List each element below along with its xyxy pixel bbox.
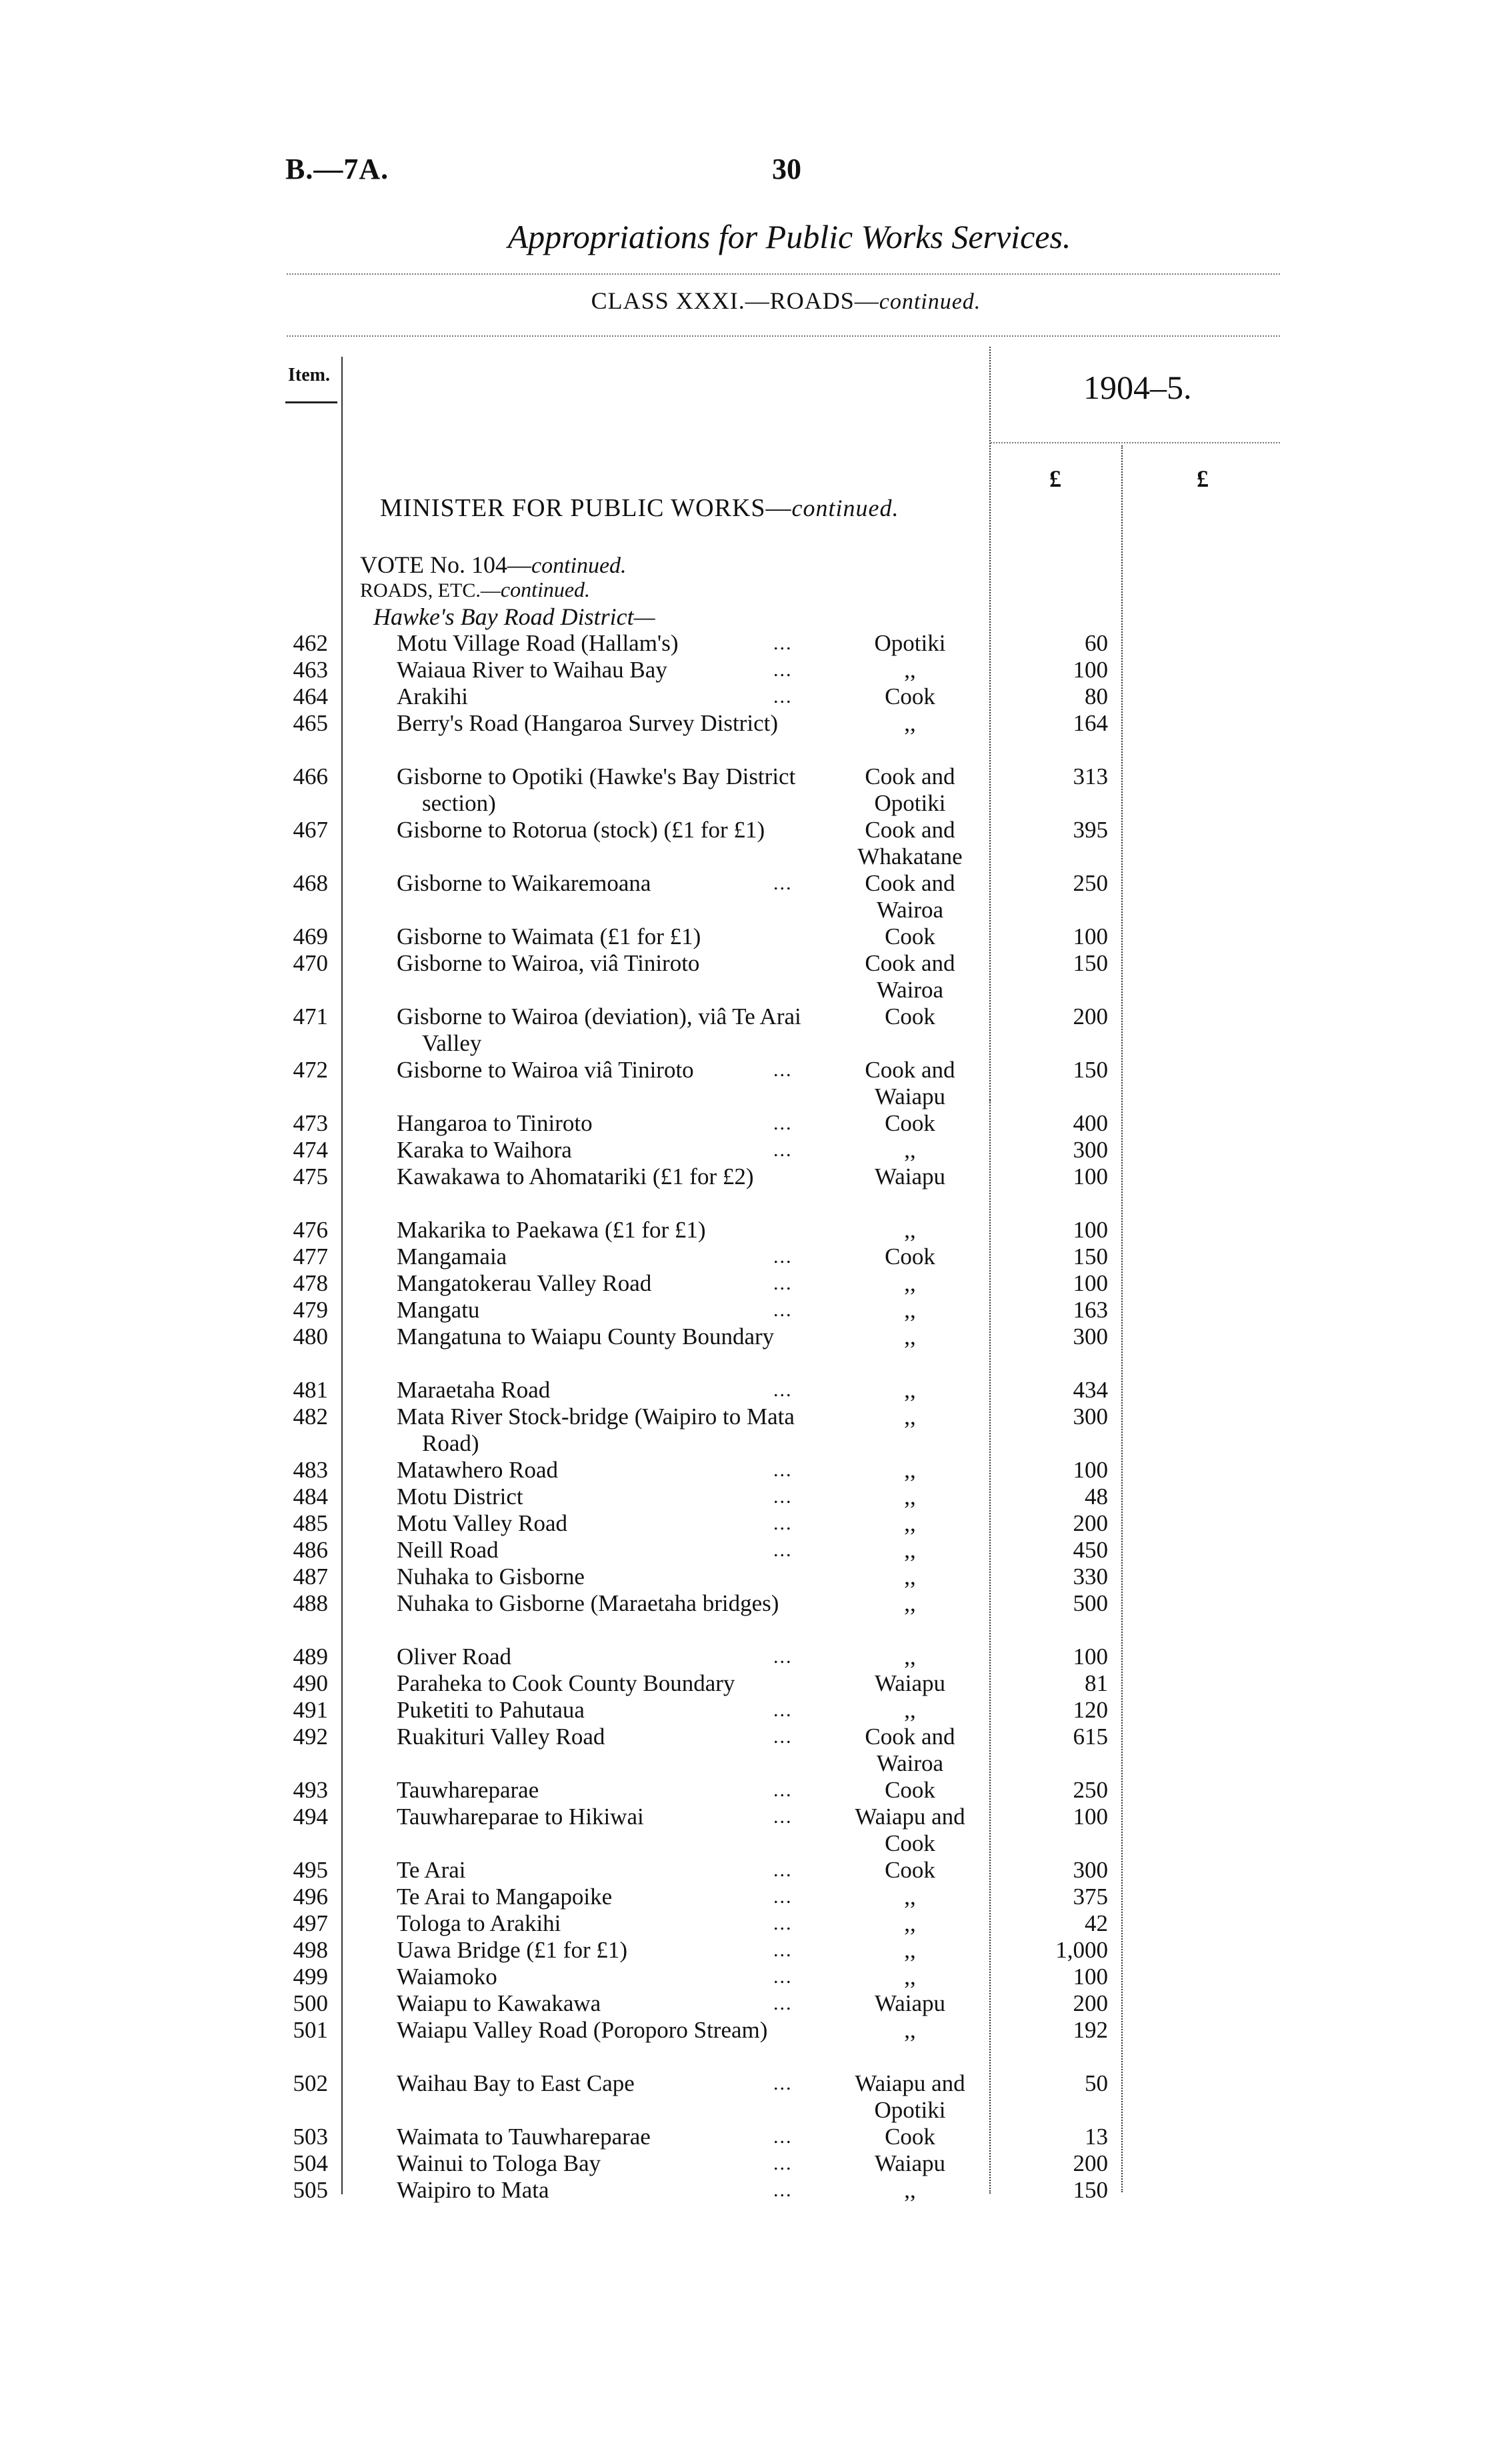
item-amount: 100 (1073, 1804, 1108, 1830)
item-description (397, 1857, 803, 1884)
item-amount: 300 (1073, 1857, 1108, 1883)
item-description-text: Kawakawa to Ahomatariki (£1 for £2) (397, 1163, 754, 1189)
item-county: Cook (885, 1244, 935, 1270)
divider (991, 442, 1280, 443)
item-description-text: Gisborne to Wairoa viâ Tiniroto (397, 1057, 694, 1083)
item-amount: 375 (1073, 1884, 1108, 1910)
item-amount: 100 (1073, 1217, 1108, 1243)
item-amount: 313 (1073, 763, 1108, 789)
item-number: 476 (293, 1217, 328, 1243)
item-amount: 50 (1085, 2070, 1108, 2096)
leader-dots: ... (773, 1726, 793, 1748)
item-amount: 250 (1073, 1777, 1108, 1803)
item-county: ,, (904, 1937, 916, 1963)
item-number: 489 (293, 1644, 328, 1670)
item-number: 501 (293, 2017, 328, 2043)
item-amount: 200 (1073, 1510, 1108, 1536)
item-description (397, 1537, 803, 1564)
item-number: 495 (293, 1857, 328, 1883)
page-number: 30 (772, 153, 801, 185)
district-heading: Hawke's Bay Road District— (373, 603, 655, 630)
item-description (397, 1910, 803, 1937)
item-description (397, 1884, 803, 1910)
leader-dots: ... (773, 872, 793, 894)
item-description-text: Waihau Bay to East Cape (397, 2070, 635, 2096)
item-description-text: Gisborne to Rotorua (stock) (£1 for £1) (397, 817, 765, 843)
leader-dots: ... (773, 685, 793, 707)
leader-dots: ... (773, 1939, 793, 1961)
item-description (397, 1804, 803, 1830)
leader-dots: ... (773, 1992, 793, 2014)
item-county: Cook (885, 1777, 935, 1803)
vote-heading (360, 551, 627, 579)
item-number: 485 (293, 1510, 328, 1536)
item-description (397, 1484, 803, 1510)
item-number: 474 (293, 1137, 328, 1163)
item-county: ,, (904, 1590, 916, 1616)
item-amount: 80 (1085, 683, 1108, 709)
item-county: Waiapu (874, 1990, 946, 2016)
item-description-text: Waiaua River to Waihau Bay (397, 657, 667, 683)
divider (285, 401, 337, 403)
item-number: 503 (293, 2124, 328, 2150)
item-description (397, 1324, 803, 1350)
item-description (397, 1244, 803, 1270)
item-amount: 434 (1073, 1377, 1108, 1403)
item-description (397, 1057, 803, 1083)
item-county: Cook and Wairoa (865, 870, 955, 923)
roads-heading-main: ROADS, ETC.— (360, 579, 501, 601)
item-amount: 200 (1073, 1003, 1108, 1029)
item-description-text: Nuhaka to Gisborne (397, 1564, 585, 1590)
item-county: ,, (904, 1697, 916, 1723)
roads-heading-continued: continued. (500, 577, 591, 601)
item-amount: 300 (1073, 1404, 1108, 1430)
item-county: Cook (885, 1857, 935, 1883)
item-description-text: Motu Village Road (Hallam's) (397, 630, 679, 656)
item-description (397, 2017, 803, 2044)
leader-dots: ... (773, 1806, 793, 1828)
item-amount: 500 (1073, 1590, 1108, 1616)
page-title: Appropriations for Public Works Services. (507, 218, 1071, 255)
item-description-text: Gisborne to Waimata (£1 for £1) (397, 923, 701, 949)
vote-heading-continued: continued. (531, 553, 627, 578)
leader-dots: ... (773, 1886, 793, 1908)
item-amount: 395 (1073, 817, 1108, 843)
item-number: 469 (293, 923, 328, 949)
leader-dots: ... (773, 2126, 793, 2148)
item-number: 472 (293, 1057, 328, 1083)
item-description-text: Hangaroa to Tiniroto (397, 1110, 593, 1136)
item-amount: 615 (1073, 1724, 1108, 1750)
item-county: Cook (885, 1003, 935, 1029)
item-description-text: Berry's Road (Hangaroa Survey District) (397, 710, 778, 736)
item-description (397, 1137, 803, 1163)
item-number: 477 (293, 1244, 328, 1270)
leader-dots: ... (773, 1486, 793, 1508)
item-description-text: Tauwhareparae (397, 1777, 539, 1803)
item-county: ,, (904, 1404, 916, 1430)
item-amount: 48 (1085, 1484, 1108, 1510)
item-number: 479 (293, 1297, 328, 1323)
item-number: 487 (293, 1564, 328, 1590)
item-number: 496 (293, 1884, 328, 1910)
item-description-text: Ruakituri Valley Road (397, 1724, 605, 1750)
leader-dots: ... (773, 1859, 793, 1881)
leader-dots: ... (773, 1059, 793, 1081)
item-number: 482 (293, 1404, 328, 1430)
item-description (397, 870, 803, 897)
item-county: Cook (885, 683, 935, 709)
item-county: ,, (904, 657, 916, 683)
item-description-text: Tauwhareparae to Hikiwai (397, 1804, 644, 1830)
item-county: ,, (904, 1564, 916, 1590)
leader-dots: ... (773, 1779, 793, 1801)
item-county: ,, (904, 1484, 916, 1510)
item-description (397, 1377, 803, 1404)
item-description-text: Mangatokerau Valley Road (397, 1270, 652, 1296)
column-rule (989, 1100, 991, 2194)
item-description (397, 1590, 803, 1617)
minister-heading (380, 493, 899, 523)
item-description (397, 630, 803, 657)
item-description (397, 1217, 803, 1244)
item-description-text: Gisborne to Wairoa, viâ Tiniroto (397, 950, 700, 976)
leader-dots: ... (773, 1512, 793, 1534)
item-county: Waiapu and Cook (855, 1804, 965, 1856)
divider (287, 273, 1280, 275)
item-amount: 150 (1073, 2177, 1108, 2203)
item-description (397, 1697, 803, 1724)
item-description-text: Mangatuna to Waiapu County Boundary (397, 1324, 775, 1350)
item-county: ,, (904, 1137, 916, 1163)
item-amount: 150 (1073, 1244, 1108, 1270)
item-amount: 81 (1085, 1670, 1108, 1696)
item-description (397, 710, 803, 737)
item-description-text: Matawhero Road (397, 1457, 559, 1483)
item-description (397, 2070, 803, 2097)
item-county: Cook and Opotiki (865, 763, 955, 816)
item-description (397, 2150, 803, 2177)
item-description (397, 683, 803, 710)
minister-heading-continued: continued. (791, 495, 899, 521)
item-amount: 200 (1073, 2150, 1108, 2176)
item-description-text: Waiamoko (397, 1964, 497, 1990)
item-number: 473 (293, 1110, 328, 1136)
item-county: ,, (904, 1510, 916, 1536)
leader-dots: ... (773, 1699, 793, 1721)
roads-heading (360, 577, 590, 602)
item-number: 462 (293, 630, 328, 656)
item-county: Opotiki (874, 630, 946, 656)
item-description (397, 1510, 803, 1537)
item-county: Waiapu and Opotiki (855, 2070, 965, 2123)
item-column-header: Item. (288, 365, 330, 385)
item-county: Cook (885, 1110, 935, 1136)
item-description (397, 950, 803, 977)
item-county: ,, (904, 1297, 916, 1323)
leader-dots: ... (773, 632, 793, 654)
item-description (397, 763, 803, 817)
item-number: 500 (293, 1990, 328, 2016)
item-number: 490 (293, 1670, 328, 1696)
item-number: 470 (293, 950, 328, 976)
item-amount: 100 (1073, 1457, 1108, 1483)
item-description (397, 1270, 803, 1297)
leader-dots: ... (773, 1272, 793, 1294)
item-description-text: Tologa to Arakihi (397, 1910, 561, 1936)
item-county: Waiapu (874, 1163, 946, 1189)
item-county: Cook (885, 923, 935, 949)
item-county: ,, (904, 1910, 916, 1936)
item-county: ,, (904, 2177, 916, 2203)
leader-dots: ... (773, 1646, 793, 1668)
item-description (397, 1644, 803, 1670)
item-amount: 164 (1073, 710, 1108, 736)
item-description (397, 1990, 803, 2017)
item-amount: 60 (1085, 630, 1108, 656)
item-amount: 100 (1073, 1644, 1108, 1670)
item-amount: 100 (1073, 1964, 1108, 1990)
item-number: 464 (293, 683, 328, 709)
item-description-text: Waipiro to Mata (397, 2177, 549, 2203)
item-amount: 42 (1085, 1910, 1108, 1936)
item-amount: 100 (1073, 657, 1108, 683)
leader-dots: ... (773, 1966, 793, 1988)
item-number: 480 (293, 1324, 328, 1350)
item-description-text: Gisborne to Wairoa (deviation), viâ Te Arai Valley (397, 1003, 801, 1056)
item-description-text: Karaka to Waihora (397, 1137, 572, 1163)
item-description-text: Mangatu (397, 1297, 480, 1323)
item-number: 465 (293, 710, 328, 736)
item-amount: 100 (1073, 1270, 1108, 1296)
item-amount: 150 (1073, 1057, 1108, 1083)
currency-symbol: £ (1049, 465, 1061, 492)
class-heading (0, 287, 1512, 315)
leader-dots: ... (773, 1246, 793, 1268)
vote-heading-main: VOTE No. 104— (360, 551, 531, 578)
item-description-text: Mata River Stock-bridge (Waipiro to Mata Road) (397, 1404, 795, 1456)
item-amount: 300 (1073, 1137, 1108, 1163)
item-county: Cook and Wairoa (865, 950, 955, 1003)
item-amount: 100 (1073, 1163, 1108, 1189)
item-county: ,, (904, 1270, 916, 1296)
item-county: ,, (904, 1884, 916, 1910)
item-amount: 250 (1073, 870, 1108, 896)
class-heading-continued: continued. (879, 289, 981, 314)
item-amount: 192 (1073, 2017, 1108, 2043)
item-description-text: Nuhaka to Gisborne (Maraetaha bridges) (397, 1590, 779, 1616)
item-amount: 330 (1073, 1564, 1108, 1590)
item-county: Cook (885, 2124, 935, 2150)
item-description-text: Motu Valley Road (397, 1510, 568, 1536)
item-description-text: Waimata to Tauwhareparae (397, 2124, 651, 2150)
currency-symbol: £ (1197, 465, 1209, 492)
item-description-text: Makarika to Paekawa (£1 for £1) (397, 1217, 706, 1243)
item-description (397, 1404, 803, 1457)
item-description (397, 1724, 803, 1750)
item-county: ,, (904, 1324, 916, 1350)
item-description-text: Maraetaha Road (397, 1377, 551, 1403)
item-description (397, 1110, 803, 1137)
item-number: 493 (293, 1777, 328, 1803)
leader-dots: ... (773, 1912, 793, 1934)
item-number: 486 (293, 1537, 328, 1563)
leader-dots: ... (773, 1539, 793, 1561)
item-description (397, 1297, 803, 1324)
item-description-text: Gisborne to Waikaremoana (397, 870, 651, 896)
item-county: ,, (904, 1644, 916, 1670)
item-description-text: Wainui to Tologa Bay (397, 2150, 601, 2176)
item-description (397, 1457, 803, 1484)
item-number: 488 (293, 1590, 328, 1616)
item-county: Waiapu (874, 1670, 946, 1696)
item-amount: 100 (1073, 923, 1108, 949)
class-heading-main: CLASS XXXI.—ROADS— (591, 287, 879, 314)
item-number: 494 (293, 1804, 328, 1830)
item-number: 498 (293, 1937, 328, 1963)
leader-dots: ... (773, 2072, 793, 2094)
item-number: 491 (293, 1697, 328, 1723)
item-number: 466 (293, 763, 328, 789)
item-description-text: Waiapu Valley Road (Poroporo Stream) (397, 2017, 768, 2043)
item-description (397, 1937, 803, 1964)
item-description-text: Motu District (397, 1484, 523, 1510)
item-county: ,, (904, 1457, 916, 1483)
item-description (397, 1003, 803, 1057)
item-description (397, 1564, 803, 1590)
item-description-text: Mangamaia (397, 1244, 507, 1270)
item-number: 492 (293, 1724, 328, 1750)
item-number: 478 (293, 1270, 328, 1296)
item-number: 481 (293, 1377, 328, 1403)
item-county: Waiapu (874, 2150, 946, 2176)
item-amount: 163 (1073, 1297, 1108, 1323)
item-county: ,, (904, 1964, 916, 1990)
item-description (397, 2124, 803, 2150)
item-amount: 13 (1085, 2124, 1108, 2150)
column-rule (1121, 445, 1123, 2192)
item-number: 499 (293, 1964, 328, 1990)
item-county: Cook and Waiapu (865, 1057, 955, 1109)
minister-heading-main: MINISTER FOR PUBLIC WORKS— (380, 494, 792, 522)
leader-dots: ... (773, 1379, 793, 1401)
item-description (397, 2177, 803, 2204)
item-description-text: Uawa Bridge (£1 for £1) (397, 1937, 628, 1963)
item-description (397, 1964, 803, 1990)
item-amount: 1,000 (1055, 1937, 1108, 1963)
item-number: 505 (293, 2177, 328, 2203)
item-number: 467 (293, 817, 328, 843)
item-description-text: Te Arai to Mangapoike (397, 1884, 613, 1910)
item-description-text: Gisborne to Opotiki (Hawke's Bay District section) (397, 763, 796, 816)
item-description-text: Oliver Road (397, 1644, 512, 1670)
leader-dots: ... (773, 2152, 793, 2174)
item-description-text: Neill Road (397, 1537, 499, 1563)
item-amount: 200 (1073, 1990, 1108, 2016)
column-rule (341, 357, 343, 2194)
item-number: 502 (293, 2070, 328, 2096)
item-amount: 300 (1073, 1324, 1108, 1350)
item-number: 483 (293, 1457, 328, 1483)
leader-dots: ... (773, 1459, 793, 1481)
leader-dots: ... (773, 659, 793, 681)
item-description (397, 657, 803, 683)
item-description-text: Arakihi (397, 683, 468, 709)
item-county: Cook and Wairoa (865, 1724, 955, 1776)
leader-dots: ... (773, 2179, 793, 2201)
item-description (397, 1670, 803, 1697)
item-amount: 150 (1073, 950, 1108, 976)
item-number: 497 (293, 1910, 328, 1936)
item-county: Cook and Whakatane (857, 817, 963, 869)
item-amount: 450 (1073, 1537, 1108, 1563)
item-county: ,, (904, 1537, 916, 1563)
item-description (397, 1163, 803, 1190)
item-description-text: Waiapu to Kawakawa (397, 1990, 601, 2016)
divider (287, 335, 1280, 337)
leader-dots: ... (773, 1112, 793, 1134)
document-reference: B.—7A. (285, 153, 389, 185)
item-county: ,, (904, 1377, 916, 1403)
leader-dots: ... (773, 1299, 793, 1321)
item-description (397, 817, 803, 843)
item-description (397, 1777, 803, 1804)
item-description-text: Te Arai (397, 1857, 466, 1883)
item-number: 504 (293, 2150, 328, 2176)
item-description-text: Paraheka to Cook County Boundary (397, 1670, 735, 1696)
column-rule (989, 347, 991, 1100)
item-amount: 120 (1073, 1697, 1108, 1723)
item-number: 463 (293, 657, 328, 683)
item-number: 484 (293, 1484, 328, 1510)
item-description (397, 923, 803, 950)
leader-dots: ... (773, 1139, 793, 1161)
year-column-header: 1904–5. (1083, 369, 1192, 406)
item-county: ,, (904, 1217, 916, 1243)
item-county: ,, (904, 2017, 916, 2043)
item-county: ,, (904, 710, 916, 736)
item-number: 471 (293, 1003, 328, 1029)
item-number: 468 (293, 870, 328, 896)
item-description-text: Puketiti to Pahutaua (397, 1697, 585, 1723)
item-number: 475 (293, 1163, 328, 1189)
item-amount: 400 (1073, 1110, 1108, 1136)
